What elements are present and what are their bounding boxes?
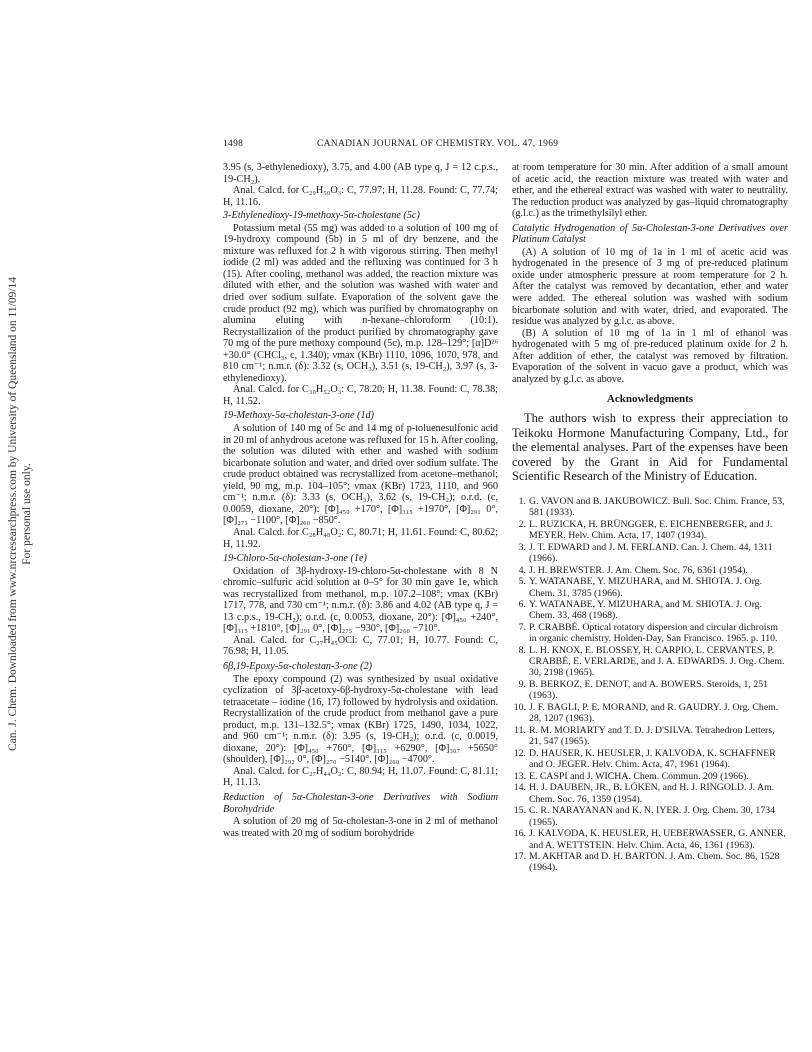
reference-number: 12.: [513, 747, 526, 759]
reference-number: 9.: [518, 679, 526, 691]
reference-item: [512, 496, 788, 518]
reference-text: B. BERKOZ, E. DENOT, and A. BOWERS. Steroids, 1, 251 (1963).: [529, 679, 769, 702]
reference-item: [512, 542, 788, 564]
reference-item: [512, 599, 788, 621]
reference-number: 2.: [518, 518, 526, 530]
reference-text: E. CASPI and J. WICHA. Chem. Commun. 209 (1966).: [529, 770, 749, 782]
reference-number: 14.: [513, 782, 526, 794]
analysis-paragraph: Anal. Calcd. for C₂₉H₅₀O₃: C, 77.97; H, 11.28. Found: C, 77.74; H, 11.16.: [223, 185, 498, 208]
reference-text: J. H. BREWSTER. J. Am. Chem. Soc. 76, 6361 (1954).: [529, 564, 748, 576]
reference-number: 13.: [513, 770, 526, 782]
reference-number: 8.: [518, 645, 526, 657]
reference-list: [512, 496, 788, 874]
paragraph: (B) A solution of 10 mg of 1a in 1 ml of ethanol was hydrogenated with 5 mg of pre-reduced platinum oxide for 2 h. After addition of ether, the catalyst was removed by filtration. Evaporation of the solvent in vacuo gave a product, which was analyzed by g.l.c. as above.: [512, 327, 788, 385]
acknowledgments-heading: Acknowledgments: [606, 393, 694, 406]
paragraph: 3.95 (s, 3-ethylenedioxy), 3.75, and 4.00 (AB type q, J = 12 c.p.s., 19-CH₂).: [223, 162, 498, 185]
paragraph: Potassium metal (55 mg) was added to a solution of 100 mg of 19-hydroxy compound (5b) in 5 ml of dry benzene, and the mixture was refluxed for 2 h with vigorous stirring. Then methyl iodide (2 ml) was added and the refluxing was continued for 3 h (15). After cooling, methanol was added, the reaction mixture was diluted with ether, and the solution was washed with water and dried over sodium sulfate. Evaporation of the solvent gave the crude product (92 mg), which was purified by chromatography on alumina eluting with n-hexane–chloroform (10:1). Recrystallization of the product purified by chromatography gave 70 mg of the pure methoxy compound (5c), m.p. 128–129°; [α]D²⁶ +30.0° (CHCl₃, c, 1.340); νmax (KBr) 1110, 1096, 1070, 978, and 810 cm⁻¹; n.m.r. (δ): 3.32 (s, OCH₃), 3.51 (s, 19-CH₂), 3.97 (s, 3-ethylenedioxy).: [223, 222, 498, 384]
acknowledgments-text: The authors wish to express their appreciation to Teikoku Hormone Manufacturing Company, Ltd., for the elemental analyses. Part of the expenses have been covered by the Grant in Aid for Fundamental Scientific Research of the Ministry of Education.: [512, 410, 788, 484]
reference-number: 7.: [518, 622, 526, 634]
reference-number: 17.: [513, 851, 526, 863]
section-heading: Reduction of 5α-Cholestan-3-one Derivatives with Sodium Borohydride: [223, 791, 498, 815]
reference-item: [512, 851, 788, 873]
paragraph: Oxidation of 3β-hydroxy-19-chloro-5α-cholestane with 8 N chromic–sulfuric acid solution at 0–5° for 30 min gave 1e, which was recrystallized from methanol, m.p. 107.2–108°; νmax (KBr) 1717, 778, and 730 cm⁻¹; n.m.r. (δ): 3.86 and 4.02 (AB type q, J = 13 c.p.s., 19-CH₂); o.r.d. (c, 0.0053, dioxane, 20°): [Φ]₄₅₀ +240°, [Φ]₃₁₅ +1810°, [Φ]₂₉₁ 0°, [Φ]₂₇₅ −930°, [Φ]₂₆₀ −710°.: [223, 565, 498, 635]
reference-number: 15.: [513, 805, 526, 817]
reference-number: 16.: [513, 828, 526, 840]
right-column: [512, 162, 788, 874]
paragraph: A solution of 20 mg of 5α-cholestan-3-one in 2 ml of methanol was treated with 20 mg of sodium borohydride: [223, 816, 498, 839]
reference-item: [512, 645, 788, 679]
reference-number: 4.: [518, 564, 526, 576]
reference-number: 6.: [518, 599, 526, 611]
analysis-paragraph: Anal. Calcd. for C₂₇H₄₅OCl: C, 77.01; H, 10.77. Found: C, 76.98; H, 11.05.: [223, 634, 498, 658]
reference-item: [512, 748, 788, 770]
reference-number: 5.: [518, 576, 526, 588]
reference-text: P. CRABBÉ. Optical rotatory dispersion and circular dichroism in organic chemistry. Holden-Day, San Francisco. 1965. p. 110.: [529, 622, 778, 645]
reference-text: L. RUZICKA, H. BRÜNGGER, E. EICHENBERGER, and J. MEYER. Helv. Chim. Acta, 17, 1407 (1934).: [529, 518, 773, 542]
section-heading: 19-Chloro-5α-cholestan-3-one (1e): [223, 553, 367, 565]
reference-item: [512, 519, 788, 541]
section-heading: 3-Ethylenedioxy-19-methoxy-5α-cholestane (5c): [223, 210, 420, 222]
journal-title: CANADIAN JOURNAL OF CHEMISTRY. VOL. 47, 1969: [317, 139, 559, 149]
reference-number: 11.: [514, 724, 526, 736]
download-note: Can. J. Chem. Downloaded from www.nrcresearchpress.com by University of Queensland on 11/09/14 For personal use only.: [7, 276, 33, 752]
paragraph: (A) A solution of 10 mg of 1a in 1 ml of acetic acid was hydrogenated in the presence of 3 mg of pre-reduced platinum oxide under atmospheric pressure at room temperature for 2 h. After the catalyst was removed by decantation, ether and water were added. The ethereal solution was washed with sodium bicarbonate solution and with water, dried, and evaporated. The residue was analyzed by g.l.c. as above.: [512, 246, 788, 328]
reference-item: [512, 828, 788, 850]
reference-item: [512, 725, 788, 747]
reference-text: Y. WATANABE, Y. MIZUHARA, and M. SHIOTA. J. Org. Chem. 31, 3785 (1966).: [529, 576, 763, 599]
paragraph: The epoxy compound (2) was synthesized by usual oxidative cyclization of 3β-acetoxy-6β-hydroxy-5α-cholestane with lead tetraacetate – iodine (16, 17) followed by hydrolysis and oxidation. Recrystallization of the crude product from methanol gave a pure product, m.p. 131–132.5°; νmax (KBr) 1725, 1490, 1034, 1022, and 960 cm⁻¹; n.m.r. (δ): 3.95 (s, 19-CH₂); o.r.d. (c, 0.0019, dioxane, 20°): [Φ]₄₅₀ +760°, [Φ]₃₁₅ +6290°, [Φ]₃₀₇ +5650° (shoulder), [Φ]₂₉₂ 0°, [Φ]₂₇₀ −5140°, [Φ]₂₆₀ −4700°.: [223, 673, 498, 766]
reference-number: 3.: [518, 541, 526, 553]
reference-text: D. HAUSER, K. HEUSLER, J. KALVODA, K. SCHAFFNER and O. JEGER. Helv. Chim. Acta, 47, 1961 (1964).: [529, 747, 776, 771]
reference-text: M. AKHTAR and D. H. BARTON. J. Am. Chem. Soc. 86, 1528 (1964).: [529, 851, 780, 874]
analysis-paragraph: Anal. Calcd. for C₃₀H₅₂O₃: C, 78.20; H, 11.38. Found: C, 78.38; H, 11.52.: [223, 384, 498, 407]
section-heading: Catalytic Hydrogenation of 5α-Cholestan-3-one Derivatives over Platinum Catalyst: [512, 222, 788, 246]
paragraph: A solution of 140 mg of 5c and 14 mg of p-toluenesulfonic acid in 20 ml of anhydrous acetone was refluxed for 15 h. After cooling, the solution was diluted with ether and washed with sodium bicarbonate solution and water, and dried over sodium sulfate. The crude product obtained was recrystallized from acetone–methanol; yield, 90 mg, m.p. 104–105°; νmax (KBr) 1723, 1110, and 960 cm⁻¹; n.m.r. (δ): 3.33 (s, OCH₃), 3.62 (s, 19-CH₂); o.r.d. (c, 0.0059, dioxane, 20°): [Φ]₄₅₀ +170°, [Φ]₃₁₅ +1970°, [Φ]₂₉₁ 0°, [Φ]₂₇₃ −1100°, [Φ]₂₆₀ −850°.: [223, 423, 498, 527]
reference-number: 1.: [518, 495, 526, 507]
reference-text: R. M. MORIARTY and T. D. J. D'SILVA. Tetrahedron Letters, 21, 547 (1965).: [529, 724, 775, 748]
analysis-paragraph: Anal. Calcd. for C₂₈H₄₈O₂: C, 80.71; H, 11.61. Found: C, 80.62; H, 11.92.: [223, 526, 498, 550]
reference-text: H. J. DAUBEN, JR., B. LÖKEN, and H. J. RINGOLD. J. Am. Chem. Soc. 76, 1359 (1954).: [529, 782, 775, 805]
section-heading: 19-Methoxy-5α-cholestan-3-one (1d): [223, 410, 375, 422]
reference-item: [512, 702, 788, 724]
paragraph: at room temperature for 30 min. After addition of a small amount of acetic acid, the reaction mixture was treated with water and ether, and the ethereal extract was washed with water to neutrality. The reduction product was analyzed by gas–liquid chromatography (g.l.c.) as the trimethylsilyl ether.: [512, 162, 788, 220]
reference-item: [512, 565, 788, 576]
left-column: [223, 162, 498, 839]
download-watermark: [0, 240, 40, 800]
section-heading: 6β,19-Epoxy-5α-cholestan-3-one (2): [223, 660, 373, 672]
reference-item: [512, 805, 788, 827]
analysis-paragraph: Anal. Calcd. for C₂₇H₄₄O₂: C, 80.94; H, 11.07. Found: C, 81.11; H, 11.13.: [223, 765, 498, 789]
page-number: 1498: [223, 139, 244, 149]
reference-item: [512, 679, 788, 701]
reference-text: L. H. KNOX, E. BLOSSEY, H. CARPIO, L. CERVANTES, P. CRABBÉ, E. VERLARDE, and J. A. EDWARDS. J. Org. Chem. 30, 2198 (1965).: [529, 645, 785, 679]
reference-number: 10.: [513, 702, 526, 714]
reference-text: J. T. EDWARD and J. M. FERLAND. Can. J. Chem. 44, 1311 (1966).: [529, 541, 773, 564]
reference-text: G. VAVON and B. JAKUBOWICZ. Bull. Soc. Chim. France, 53, 581 (1933).: [529, 495, 785, 519]
reference-item: [512, 576, 788, 598]
reference-text: J. KALVODA, K. HEUSLER, H. UEBERWASSER, G. ANNER, and A. WETTSTEIN. Helv. Chim. Acta, 46, 1361 (1963).: [529, 828, 786, 851]
reference-text: Y. WATANABE, Y. MIZUHARA, and M. SHIOTA. J. Org. Chem. 33, 468 (1968).: [529, 599, 763, 622]
reference-item: [512, 622, 788, 644]
reference-text: C. R. NARAYANAN and K. N. IYER. J. Org. Chem. 30, 1734 (1965).: [529, 805, 776, 828]
reference-text: J. F. BAGLI, P. E. MORAND, and R. GAUDRY. J. Org. Chem. 28, 1207 (1963).: [529, 702, 779, 725]
reference-item: [512, 782, 788, 804]
reference-item: [512, 771, 788, 782]
running-header: [223, 139, 788, 153]
